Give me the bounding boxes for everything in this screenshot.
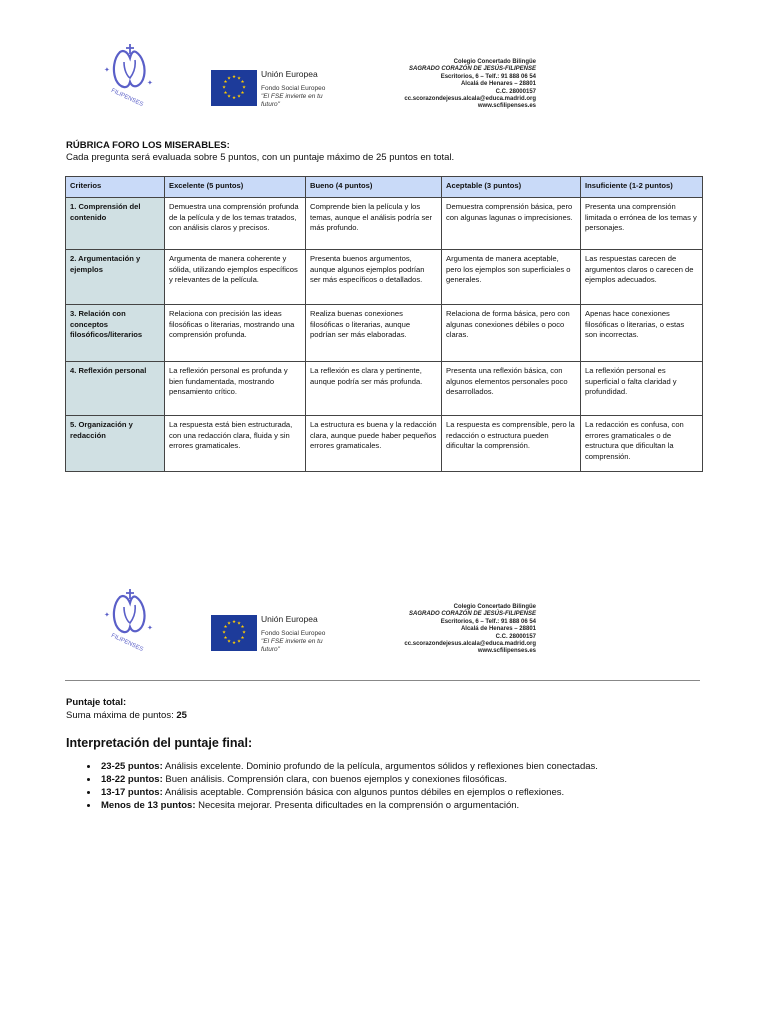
svg-text:★: ★ — [240, 624, 245, 629]
svg-text:★: ★ — [232, 95, 237, 100]
rubric-table — [65, 176, 703, 472]
school-info: Colegio Concertado Bilingüe SAGRADO CORAZÓN DE JESÚS-FILIPENSE Escritorios, 6 – Telf.: 91 888 06 54 Alcalá de Henares – 28801 C.C. 28000157 cc.scorazondejesus.alcala@educa.madrid.org www.scfilipenses.es — [370, 604, 536, 656]
table-row — [66, 362, 703, 416]
eu-logo — [211, 615, 337, 655]
criterion-cell: 4. Reflexión personal — [66, 362, 165, 416]
table-cell: Apenas hace conexiones filosóficas o literarias, o estas son incorrectas. — [581, 305, 703, 362]
svg-text:FILIPENSES: FILIPENSES — [110, 87, 145, 109]
eu-flag-icon — [211, 70, 257, 106]
table-cell: La reflexión personal es profunda y bien fundamentada, mostrando pensamiento crítico. — [165, 362, 306, 416]
list-item: • Menos de 13 puntos: Necesita mejorar. Presenta dificultades en la comprensión o argumentación. — [99, 799, 739, 812]
svg-text:★: ★ — [227, 620, 232, 626]
document-title: RÚBRICA FORO LOS MISERABLES: — [66, 140, 230, 151]
list-item: • 18-22 puntos: Buen análisis. Comprensión clara, con buenos ejemplos y conexiones filosóficas. — [99, 773, 739, 786]
total-max: Suma máxima de puntos: 25 — [66, 710, 187, 721]
criterion-cell: 2. Argumentación y ejemplos — [66, 250, 165, 305]
svg-text:★: ★ — [223, 624, 228, 629]
column-header: Aceptable (3 puntos) — [442, 177, 581, 198]
school-email[interactable]: cc.scorazondejesus.alcala@educa.madrid.org — [404, 641, 536, 648]
column-header: Criterios — [66, 177, 165, 198]
column-header: Insuficiente (1-2 puntos) — [581, 177, 703, 198]
table-cell: La estructura es buena y la redacción clara, aunque puede haber pequeños errores gramaticales. — [306, 416, 442, 472]
table-cell: La respuesta está bien estructurada, con una redacción clara, fluida y sin errores gramaticales. — [165, 416, 306, 472]
eu-slogan: "El FSE invierte en tu futuro" — [261, 93, 323, 108]
table-cell: La redacción es confusa, con errores gramaticales o de estructura que dificultan la comprensión. — [581, 416, 703, 472]
table-header-row — [66, 177, 703, 198]
horizontal-divider — [65, 680, 700, 681]
eu-title: Unión Europea — [261, 69, 318, 79]
svg-text:✦: ✦ — [147, 80, 153, 87]
svg-text:★: ★ — [222, 629, 227, 635]
svg-text:★: ★ — [240, 79, 245, 84]
criterion-cell: 1. Comprensión del contenido — [66, 198, 165, 250]
svg-text:★: ★ — [223, 635, 228, 640]
school-logo-icon — [100, 40, 158, 114]
svg-text:★: ★ — [232, 640, 237, 645]
table-cell: La reflexión personal es superficial o falta claridad y profundidad. — [581, 362, 703, 416]
svg-text:✦: ✦ — [104, 67, 110, 74]
eu-slogan: "El FSE invierte en tu futuro" — [261, 638, 323, 653]
svg-text:★: ★ — [227, 638, 232, 644]
svg-text:✦: ✦ — [104, 612, 110, 619]
table-cell: Realiza buenas conexiones filosóficas o literarias, aunque podrían ser más elaboradas. — [306, 305, 442, 362]
svg-text:★: ★ — [237, 620, 242, 626]
table-row — [66, 305, 703, 362]
svg-text:★: ★ — [240, 90, 245, 95]
table-cell: Presenta una comprensión limitada o errónea de los temas y personajes. — [581, 198, 703, 250]
school-email[interactable]: cc.scorazondejesus.alcala@educa.madrid.org — [404, 96, 536, 103]
svg-text:★: ★ — [242, 84, 247, 90]
table-cell: Presenta buenos argumentos, aunque algunos ejemplos podrían ser más específicos o detallados. — [306, 250, 442, 305]
eu-logo — [211, 70, 337, 110]
total-max-value: 25 — [176, 710, 187, 721]
interpretation-title: Interpretación del puntaje final: — [66, 736, 253, 750]
table-cell: Argumenta de manera coherente y sólida, utilizando ejemplos específicos y relevantes de la película. — [165, 250, 306, 305]
table-cell: Argumenta de manera aceptable, pero los ejemplos son superficiales o generales. — [442, 250, 581, 305]
table-cell: La respuesta es comprensible, pero la redacción o estructura pueden dificultar la comprensión. — [442, 416, 581, 472]
column-header: Bueno (4 puntos) — [306, 177, 442, 198]
svg-text:✦: ✦ — [147, 625, 153, 632]
total-label: Puntaje total: — [66, 697, 127, 708]
svg-text:★: ★ — [227, 75, 232, 81]
svg-text:★: ★ — [242, 629, 247, 635]
column-header: Excelente (5 puntos) — [165, 177, 306, 198]
school-website[interactable]: www.scfilipenses.es — [477, 648, 536, 655]
interpretation-list — [66, 760, 739, 812]
svg-text:★: ★ — [237, 93, 242, 99]
svg-text:★: ★ — [237, 75, 242, 81]
svg-text:★: ★ — [232, 619, 237, 624]
table-cell: Presenta una reflexión básica, con algunos elementos personales poco desarrollados. — [442, 362, 581, 416]
page-header — [0, 585, 768, 660]
school-logo-icon — [100, 585, 158, 659]
table-row — [66, 416, 703, 472]
eu-flag-icon — [211, 615, 257, 651]
svg-text:★: ★ — [240, 635, 245, 640]
svg-text:★: ★ — [223, 79, 228, 84]
svg-text:★: ★ — [232, 74, 237, 79]
page-header — [0, 40, 768, 115]
eu-fund: Fondo Social Europeo — [261, 85, 326, 92]
table-cell: La reflexión es clara y pertinente, aunque podría ser más profunda. — [306, 362, 442, 416]
school-info: Colegio Concertado Bilingüe SAGRADO CORAZÓN DE JESÚS-FILIPENSE Escritorios, 6 – Telf.: 91 888 06 54 Alcalá de Henares – 28801 C.C. 28000157 cc.scorazondejesus.alcala@educa.madrid.org www.scfilipenses.es — [370, 59, 536, 111]
table-cell: Relaciona con precisión las ideas filosóficas o literarias, mostrando una comprensión profunda. — [165, 305, 306, 362]
eu-title: Unión Europea — [261, 614, 318, 624]
svg-text:★: ★ — [227, 93, 232, 99]
criterion-cell: 3. Relación con conceptos filosóficos/literarios — [66, 305, 165, 362]
svg-text:★: ★ — [222, 84, 227, 90]
table-cell: Las respuestas carecen de argumentos claros o carecen de ejemplos adecuados. — [581, 250, 703, 305]
table-row — [66, 250, 703, 305]
svg-text:★: ★ — [237, 638, 242, 644]
table-row — [66, 198, 703, 250]
list-item: • 13-17 puntos: Análisis aceptable. Comprensión básica con algunos puntos débiles en ejemplos o reflexiones. — [99, 786, 739, 799]
school-website[interactable]: www.scfilipenses.es — [477, 103, 536, 110]
table-cell: Demuestra comprensión básica, pero con algunas lagunas o imprecisiones. — [442, 198, 581, 250]
table-cell: Demuestra una comprensión profunda de la película y de los temas tratados, con análisis claros y precisos. — [165, 198, 306, 250]
eu-fund: Fondo Social Europeo — [261, 630, 326, 637]
svg-text:★: ★ — [223, 90, 228, 95]
table-cell: Relaciona de forma básica, pero con algunas conexiones débiles o poco claras. — [442, 305, 581, 362]
list-item: • 23-25 puntos: Análisis excelente. Dominio profundo de la película, argumentos sólidos y reflexiones bien conectadas. — [99, 760, 739, 773]
criterion-cell: 5. Organización y redacción — [66, 416, 165, 472]
svg-text:FILIPENSES: FILIPENSES — [110, 632, 145, 654]
document-intro: Cada pregunta será evaluada sobre 5 puntos, con un puntaje máximo de 25 puntos en total. — [66, 152, 455, 163]
table-cell: Comprende bien la película y los temas, aunque el análisis podría ser más profundo. — [306, 198, 442, 250]
